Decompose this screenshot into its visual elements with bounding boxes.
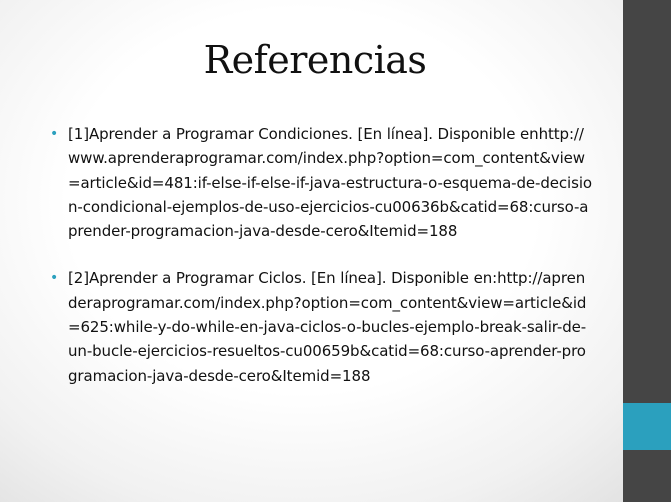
bullet-icon: • <box>50 270 59 287</box>
sidebar-accent-block <box>623 403 671 450</box>
reference-item-2 <box>48 266 593 387</box>
bullet-icon: • <box>50 126 59 142</box>
reference-text-2: [2]Aprender a Programar Ciclos. [En línea]. Disponible en:http://aprenderaprogramar.com/index.php?option=com_content&view=article&id=625:while-y-do-while-en-java-ciclos-o-bucles-ejemplo-break-salir-de-un-bucle-ejercicios-resueltos-cu00659b&catid=68:curso-aprender-programacion-java-desde-cero&Itemid=188 <box>68 269 587 385</box>
reference-text-1: [1]Aprender a Programar Condiciones. [En línea]. Disponible enhttp://www.aprenderaprogramar.com/index.php?option=com_content&view=article&id=481:if-else-if-else-if-java-estructura-o-esquema-de-decision-condicional-ejemplos-de-uso-ejercicios-cu00636b&catid=68:curso-aprender-programacion-java-desde-cero&Itemid=188 <box>68 125 592 241</box>
slide-title: Referencias <box>203 38 427 82</box>
reference-item-1 <box>48 122 593 243</box>
reference-list <box>48 122 593 388</box>
